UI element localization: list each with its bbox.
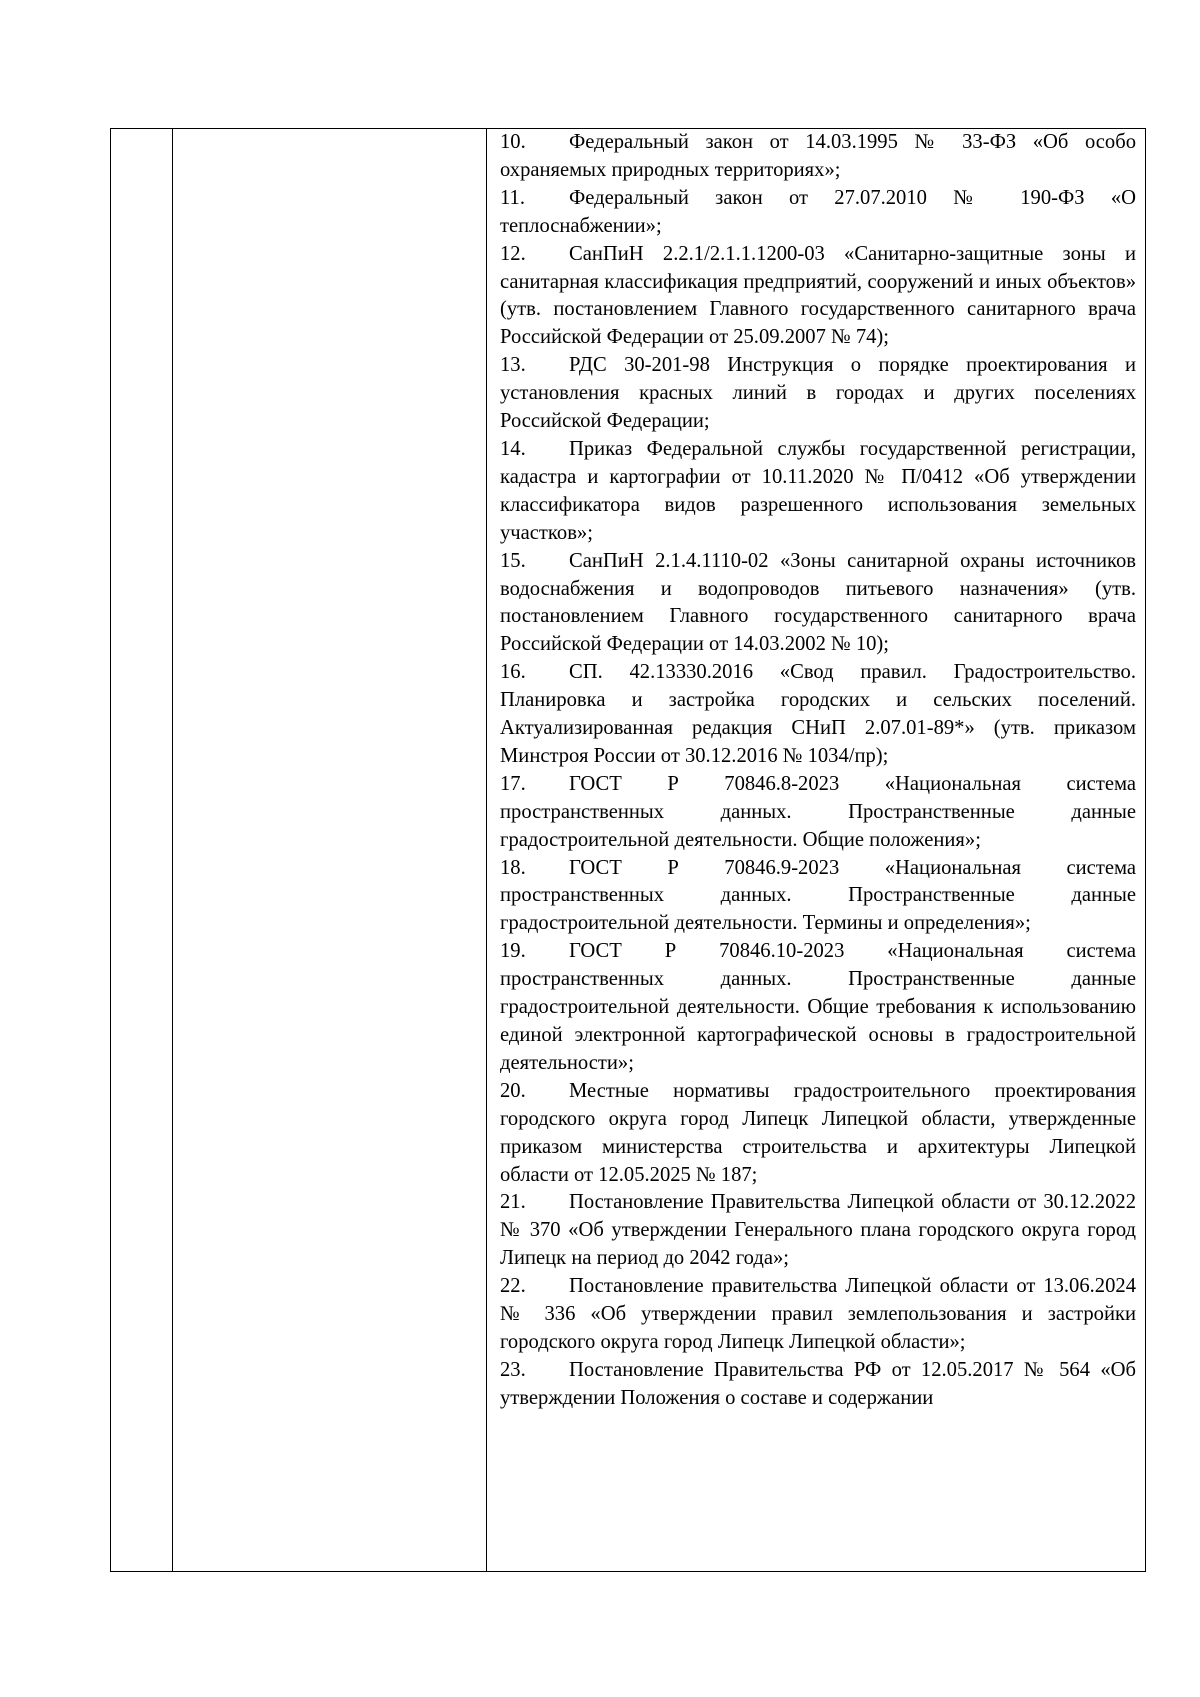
item-text: Постановление Правительства РФ от 12.05.2017 № 564 «Об утверждении Положения о составе и содержании <box>500 1358 1136 1409</box>
item-number: 16. <box>500 661 526 684</box>
item-text: ГОСТ Р 70846.9-2023 «Национальная система пространственных данных. Пространственные данные градостроительной деятельности. Термины и определения»; <box>500 856 1136 935</box>
regulations-list <box>500 129 1136 1413</box>
item-number: 11. <box>500 186 525 209</box>
item-number: 17. <box>500 772 526 795</box>
item-number: 10. <box>500 131 526 153</box>
list-item <box>500 548 1136 660</box>
item-number: 18. <box>500 856 526 879</box>
item-number: 12. <box>500 242 526 265</box>
list-item <box>500 938 1136 1078</box>
list-item <box>500 1357 1136 1413</box>
list-item <box>500 1078 1136 1190</box>
item-number: 21. <box>500 1191 526 1214</box>
item-text: Федеральный закон от 14.03.1995 № 33-ФЗ «Об особо охраняемых природных территориях»; <box>500 131 1136 181</box>
list-item <box>500 1273 1136 1357</box>
item-text: Приказ Федеральной службы государственной регистрации, кадастра и картографии от 10.11.2020 № П/0412 «Об утверждении классификатора видов разрешенного использования земельных участков»; <box>500 437 1136 544</box>
list-item <box>500 185 1136 241</box>
list-item <box>500 659 1136 771</box>
item-text: СанПиН 2.1.4.1110-02 «Зоны санитарной охраны источников водоснабжения и водопроводов питьевого назначения» (утв. постановлением Главного государственного санитарного врача Российской Федерации от 14.03.2002 № 10); <box>500 549 1136 656</box>
item-text: Постановление правительства Липецкой области от 13.06.2024 № 336 «Об утверждении правил землепользования и застройки городского округа город Липецк Липецкой области»; <box>500 1275 1136 1353</box>
list-item <box>500 241 1136 353</box>
document-table <box>110 128 1146 1572</box>
item-text: ГОСТ Р 70846.8-2023 «Национальная система пространственных данных. Пространственные данные градостроительной деятельности. Общие положения»; <box>500 772 1136 851</box>
item-number: 13. <box>500 354 526 377</box>
list-item <box>500 436 1136 548</box>
item-text: Постановление Правительства Липецкой области от 30.12.2022 № 370 «Об утверждении Генерального плана городского округа город Липецк на период до 2042 года»; <box>500 1191 1136 1270</box>
item-text: СанПиН 2.2.1/2.1.1.1200-03 «Санитарно-защитные зоны и санитарная классификация предприятий, сооружений и иных объектов» (утв. постановлением Главного государственного санитарного врача Российской Федерации от 25.09.2007 № 74); <box>500 242 1136 349</box>
list-item <box>500 855 1136 939</box>
list-item <box>500 129 1136 185</box>
item-text: ГОСТ Р 70846.10-2023 «Национальная система пространственных данных. Пространственные данные градостроительной деятельности. Общие требования к использованию единой электронной картографической основы в градостроительной деятельности»; <box>500 940 1136 1074</box>
list-item <box>500 352 1136 436</box>
item-number: 20. <box>500 1079 526 1102</box>
list-item <box>500 771 1136 855</box>
item-number: 22. <box>500 1275 526 1298</box>
item-text: Федеральный закон от 27.07.2010 № 190-ФЗ «О теплоснабжении»; <box>500 186 1136 237</box>
item-number: 19. <box>500 940 526 963</box>
list-item <box>500 1189 1136 1273</box>
item-number: 23. <box>500 1358 526 1381</box>
item-text: РДС 30-201-98 Инструкция о порядке проектирования и установления красных линий в городах и других поселениях Российской Федерации; <box>500 354 1136 433</box>
item-text: СП. 42.13330.2016 «Свод правил. Градостроительство. Планировка и застройка городских и сельских поселений. Актуализированная редакция СНиП 2.07.01-89*» (утв. приказом Минстроя России от 30.12.2016 № 1034/пр); <box>500 661 1136 767</box>
column-divider-2 <box>486 129 487 1571</box>
item-number: 15. <box>500 549 526 572</box>
item-number: 14. <box>500 437 526 460</box>
item-text: Местные нормативы градостроительного проектирования городского округа город Липецк Липецкой области, утвержденные приказом министерства строительства и архитектуры Липецкой области от 12.05.2025 № 187; <box>500 1079 1136 1186</box>
column-divider-1 <box>172 129 173 1571</box>
